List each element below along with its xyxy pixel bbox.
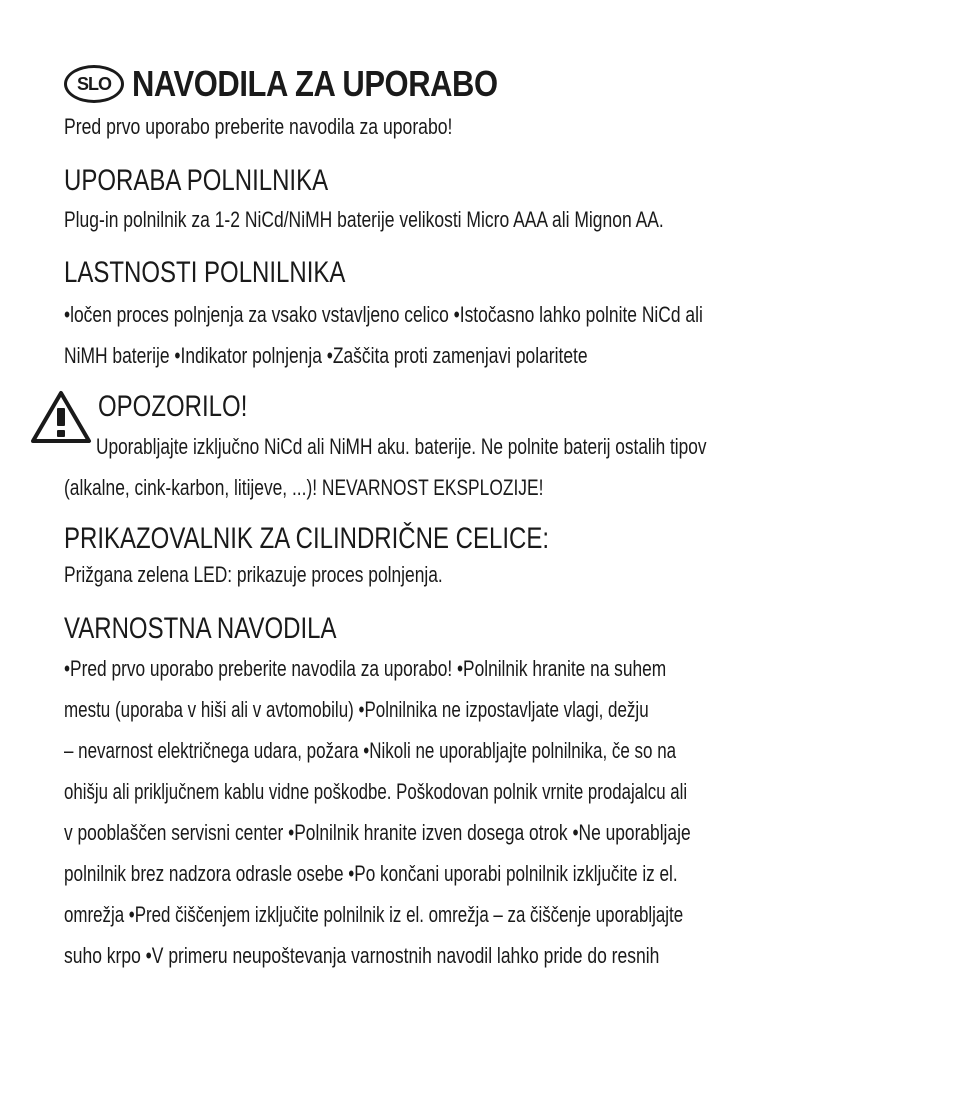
page-title: NAVODILA ZA UPORABO — [132, 63, 498, 104]
section-warning — [64, 390, 891, 508]
section-display — [64, 522, 891, 590]
safety-line-8: suho krpo •V primeru neupoštevanja varnostnih navodil lahko pride do resnih — [64, 943, 660, 968]
intro-text: Pred prvo uporabo preberite navodila za uporabo! — [64, 114, 453, 139]
usage-text: Plug-in polnilnik za 1-2 NiCd/NiMH baterije velikosti Micro AAA ali Mignon AA. — [64, 207, 664, 232]
section-heading-features: LASTNOSTI POLNILNIKA — [64, 256, 346, 289]
features-line-2: NiMH baterije •Indikator polnjenja •Zaščita proti zamenjavi polaritete — [64, 343, 588, 368]
safety-line-1: •Pred prvo uporabo preberite navodila za uporabo! •Polnilnik hranite na suhem — [64, 656, 667, 681]
warning-line-1: Uporabljajte izključno NiCd ali NiMH aku. baterije. Ne polnite baterij ostalih tipov — [96, 434, 707, 459]
section-features — [64, 256, 891, 376]
warning-triangle-icon — [30, 390, 92, 444]
safety-line-5: v pooblaščen servisni center •Polnilnik hranite izven dosega otrok •Ne uporabljaje — [64, 820, 691, 845]
safety-line-6: polnilnik brez nadzora odrasle osebe •Po končani uporabi polnilnik izključite iz el. — [64, 861, 678, 886]
language-badge: SLO — [64, 65, 124, 103]
section-usage — [64, 164, 891, 236]
safety-line-3: – nevarnost električnega udara, požara •Nikoli ne uporabljajte polnilnika, če so na — [64, 738, 677, 763]
title-row — [64, 58, 891, 110]
section-heading-warning: OPOZORILO! — [98, 390, 248, 423]
section-heading-usage: UPORABA POLNILNIKA — [64, 164, 329, 197]
warning-line-2: (alkalne, cink-karbon, litijeve, ...)! NEVARNOST EKSPLOZIJE! — [64, 475, 544, 500]
safety-line-7: omrežja •Pred čiščenjem izključite polnilnik iz el. omrežja – za čiščenje uporabljajte — [64, 902, 684, 927]
safety-line-4: ohišju ali priključnem kablu vidne poškodbe. Poškodovan polnik vrnite prodajalcu ali — [64, 779, 688, 804]
section-safety — [64, 612, 891, 976]
instruction-page — [64, 58, 891, 976]
section-heading-display: PRIKAZOVALNIK ZA CILINDRIČNE CELICE: — [64, 522, 550, 555]
section-heading-safety: VARNOSTNA NAVODILA — [64, 612, 337, 645]
features-line-1: •ločen proces polnjenja za vsako vstavljeno celico •Istočasno lahko polnite NiCd ali — [64, 302, 703, 327]
display-text: Prižgana zelena LED: prikazuje proces polnjenja. — [64, 562, 443, 587]
safety-line-2: mestu (uporaba v hiši ali v avtomobilu) •Polnilnika ne izpostavljate vlagi, dežju — [64, 697, 649, 722]
